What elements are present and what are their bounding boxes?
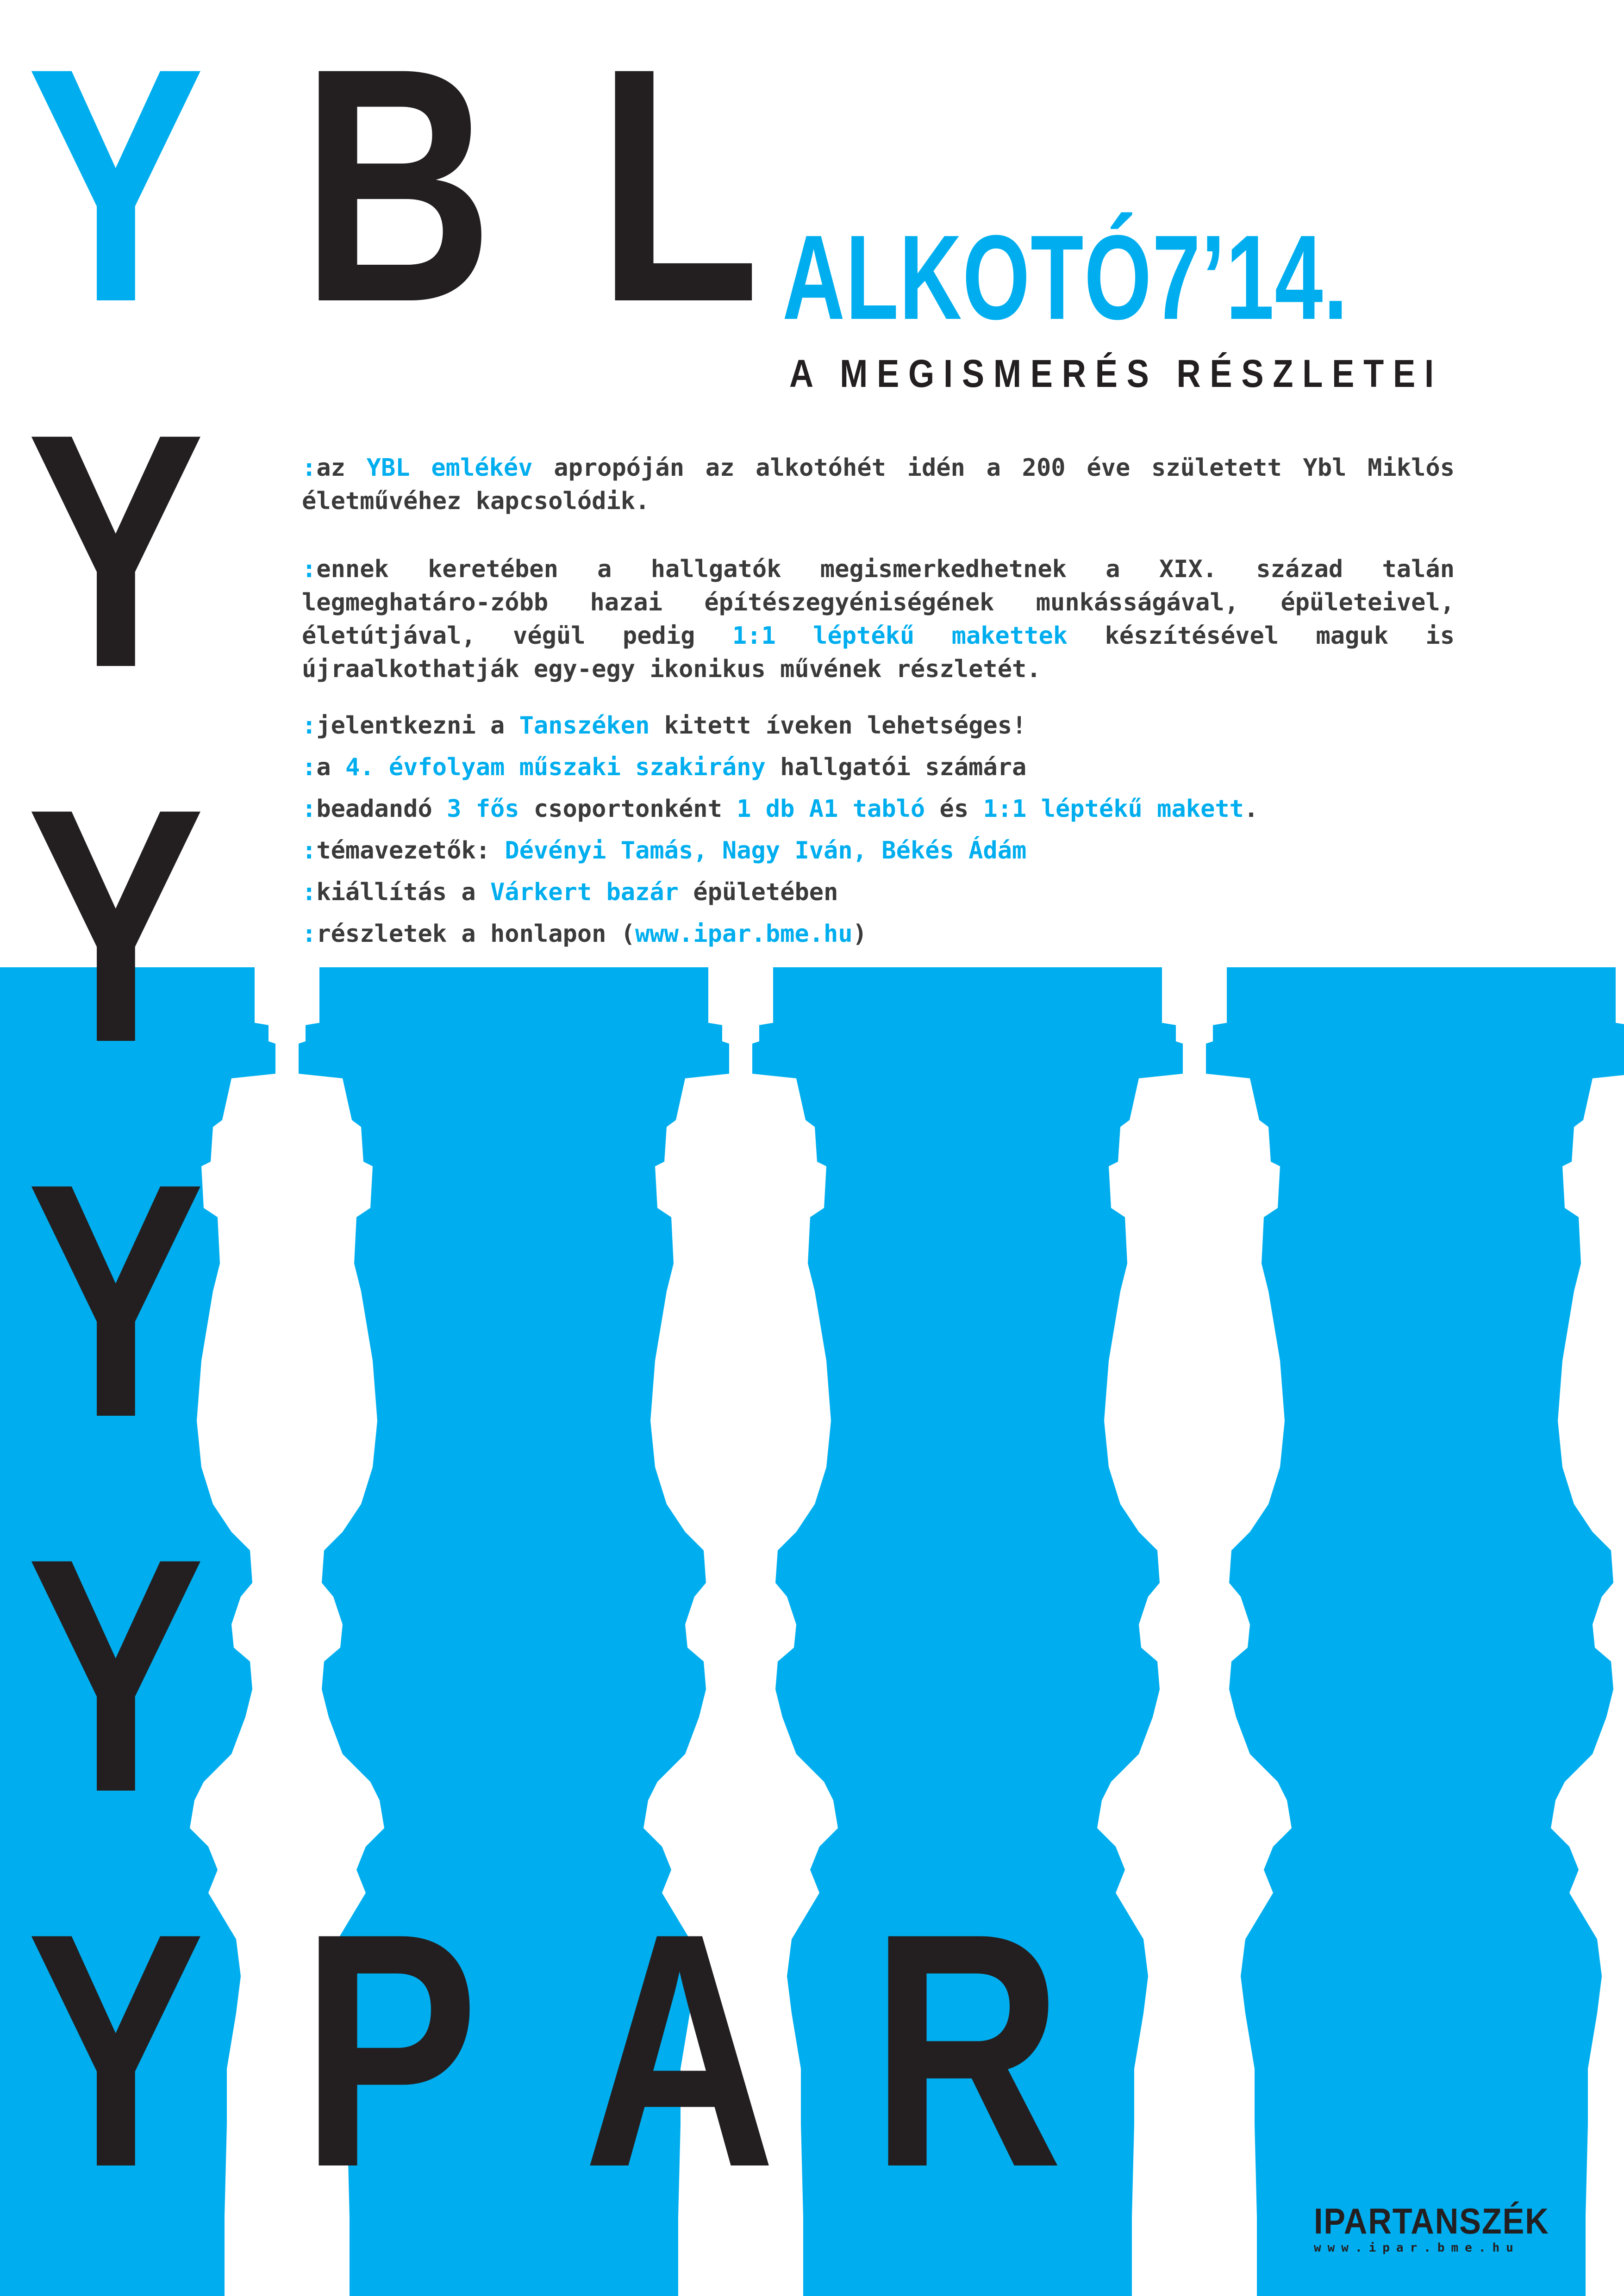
paragraph-details (302, 553, 1455, 686)
line-supervisors (302, 834, 1455, 867)
website-link[interactable]: www.ipar.bme.hu (635, 920, 853, 948)
text: az (316, 454, 367, 482)
colon-bullet: : (302, 837, 317, 865)
highlight: 1:1 léptékű makettek (732, 622, 1068, 650)
body-text (302, 451, 1455, 951)
text: és (925, 795, 983, 823)
letter-a: A (583, 1864, 776, 2236)
highlight: 3 fős (447, 795, 519, 823)
text: hallgatói számára (765, 753, 1027, 781)
text: apropóján az alkotóhét idén a 200 éve született Ybl Miklós életművéhez kapcsolódik. (302, 454, 1455, 515)
text: a (316, 753, 345, 781)
colon-bullet: : (302, 795, 317, 823)
text: jelentkezni a (316, 712, 519, 740)
highlight: Tanszéken (519, 712, 650, 740)
logo-url: www.ipar.bme.hu (1314, 2241, 1520, 2255)
line-website (302, 917, 1455, 951)
line-registration (302, 709, 1455, 742)
poster-subtitle: A MEGISMERÉS RÉSZLETEI (789, 352, 1443, 395)
highlight: 1 db A1 tabló (737, 795, 925, 823)
letter-r: R (870, 1864, 1063, 2236)
colon-bullet: : (302, 753, 317, 781)
department-logo (1314, 2203, 1575, 2255)
text: ) (852, 920, 867, 948)
line-exhibition (302, 876, 1455, 909)
highlight: 4. évfolyam műszaki szakirány (345, 753, 766, 781)
text: kiállítás a (316, 878, 490, 906)
colon-bullet: : (302, 555, 317, 583)
text: készítésével maguk is újraalkothatják egy-egy ikonikus művének részletét. (302, 622, 1455, 683)
letter-b: B (301, 0, 493, 371)
letter-l: L (597, 0, 760, 371)
letter-y-side: Y (27, 1114, 205, 1487)
letter-y-top: Y (27, 0, 205, 371)
text: csoportonként (519, 795, 737, 823)
highlight: YBL emlékév (366, 454, 533, 482)
highlight: Várkert bazár (490, 878, 679, 906)
colon-bullet: : (302, 878, 317, 906)
letter-y-side: Y (27, 1489, 205, 1861)
logo-name: IPARTANSZÉK (1314, 2201, 1549, 2241)
letter-y-side: Y (27, 364, 205, 737)
poster-title: ALKOTÓ7’14. (782, 211, 1349, 345)
text: kitett íveken lehetséges! (650, 712, 1027, 740)
highlight: 1:1 léptékű makett (983, 795, 1244, 823)
line-audience (302, 751, 1455, 784)
highlight: Dévényi Tamás, Nagy Iván, Békés Ádám (505, 837, 1027, 865)
baluster-silhouette-graphic (0, 967, 1624, 2296)
text: témavezetők: (316, 837, 505, 865)
text: részletek a honlapon ( (316, 920, 636, 948)
colon-bullet: : (302, 920, 317, 948)
paragraph-intro (302, 451, 1455, 518)
text: beadandó (316, 795, 447, 823)
text: ennek keretében a hallgatók megismerkedhetnek a XIX. század talán legmeghatáro-zóbb hazai építészegyéniségének munkásságával, épületeivel, életútjával, végül pedig (302, 555, 1455, 650)
letter-y-side: Y (27, 1864, 205, 2236)
line-submission (302, 792, 1455, 826)
text: . (1244, 795, 1259, 823)
colon-bullet: : (302, 712, 317, 740)
text: épületében (679, 878, 838, 906)
letter-y-side: Y (27, 739, 205, 1112)
colon-bullet: : (302, 454, 317, 482)
letter-p: P (301, 1864, 479, 2236)
